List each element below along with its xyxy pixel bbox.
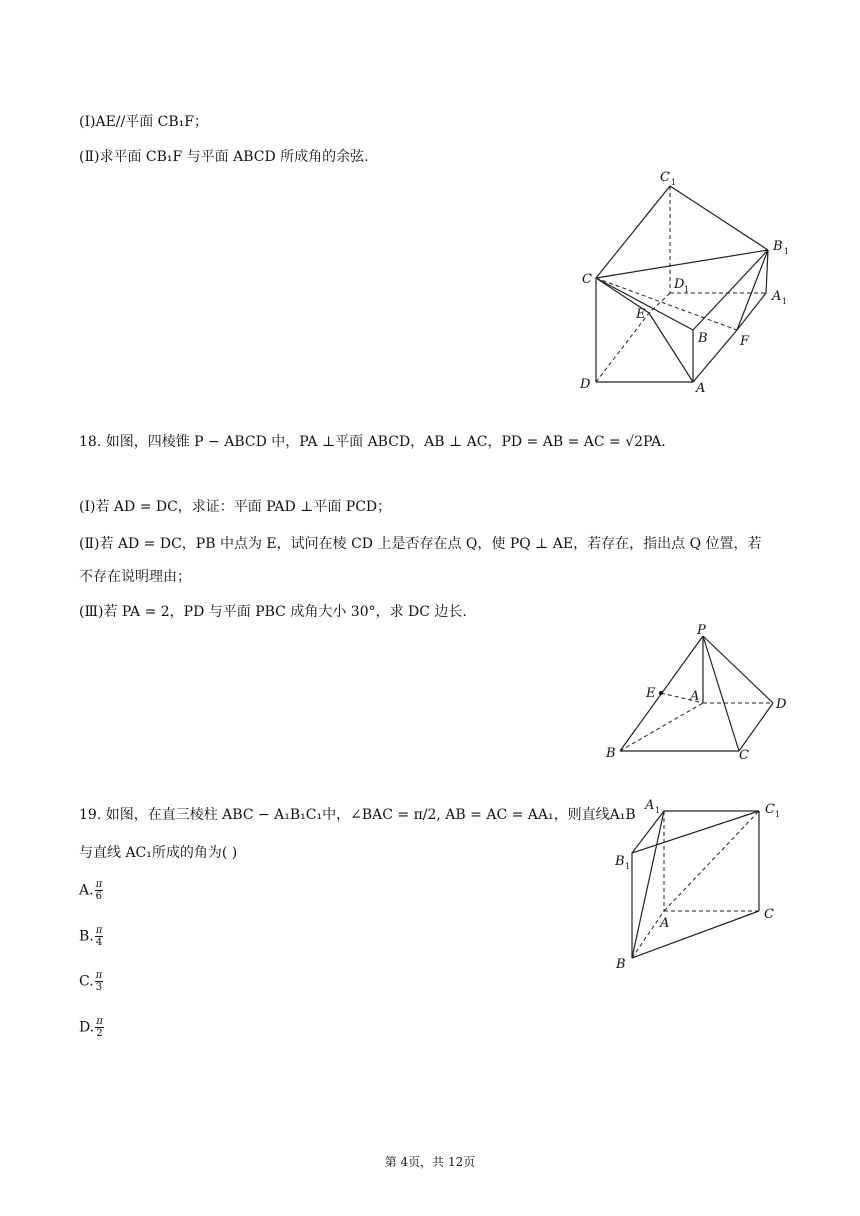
fig17-label-d1: D xyxy=(674,277,685,292)
q19-stem-line1: 19. 如图，在直三棱柱 ABC − A₁B₁C₁中，∠BAC = π/2, AB = AC = AA₁，则直线A₁B xyxy=(79,807,636,823)
q18-part2-line2: 不存在说明理由； xyxy=(79,569,191,585)
q19-option-d: D. $\frac{\pi}{2}$ xyxy=(79,1016,103,1039)
fig17-label-e: E xyxy=(636,307,646,322)
fig18-label-d: D xyxy=(776,697,787,712)
page-footer: 第 4页，共 12页 xyxy=(384,1155,476,1169)
q19-stem-line2: 与直线 AC₁所成的角为( ) xyxy=(79,845,238,861)
q17-part2-text: 求平面 CB₁F 与平面 ABCD 所成角的余弦. xyxy=(99,149,369,165)
q19-option-b: B. $\frac{\pi}{4}$ xyxy=(79,925,103,948)
fig18-label-c: C xyxy=(739,748,749,763)
fig17-label-b: B xyxy=(698,331,708,346)
q19-option-a: A. $\frac{\pi}{6}$ xyxy=(79,879,103,902)
q19-option-c: C. $\frac{\pi}{3}$ xyxy=(79,970,103,993)
fig17-sub-d1: 1 xyxy=(684,285,690,294)
fig17-sub-b1: 1 xyxy=(784,247,790,256)
q17-part1-text: AE//平面 CB₁F； xyxy=(95,114,209,130)
q18-part3: (Ⅲ)若 PA = 2，PD 与平面 PBC 成角大小 30°，求 DC 边长. xyxy=(79,604,467,620)
q17-part2-prefix: (Ⅱ) xyxy=(79,149,100,165)
fig19-sub-a1: 1 xyxy=(655,806,661,815)
q17-part1-prefix: (Ⅰ) xyxy=(79,114,96,130)
fig17-label-f: F xyxy=(740,334,750,349)
fig18-label-e: E xyxy=(646,686,656,701)
q18-stem: 18. 如图，四棱锥 P − ABCD 中，PA ⊥平面 ABCD，AB ⊥ AC，PD = AB = AC = √2PA. xyxy=(79,434,666,450)
fig17-label-b1: B xyxy=(773,239,783,254)
fig19-label-b: B xyxy=(616,957,626,972)
fig19-label-a: A xyxy=(660,916,670,931)
q19-option-d-value: $\frac{\pi}{2}$ xyxy=(96,1016,103,1039)
fig19-sub-c1: 1 xyxy=(775,810,781,819)
fig17-label-a: A xyxy=(696,381,706,396)
fig17-sub-c1: 1 xyxy=(671,178,677,187)
fig19-label-c: C xyxy=(764,907,774,922)
fig19-label-b1: B xyxy=(615,854,625,869)
fig17-label-c1: C xyxy=(660,170,670,185)
fig17-label-c: C xyxy=(582,272,592,287)
q18-part2-line1: (Ⅱ)若 AD = DC，PB 中点为 E，试问在棱 CD 上是否存在点 Q，使 PQ ⊥ AE，若存在，指出点 Q 位置，若 xyxy=(79,536,762,552)
fig18-label-p: P xyxy=(697,623,706,638)
fig17-sub-a1: 1 xyxy=(782,297,788,306)
fig18-label-a: A xyxy=(690,689,700,704)
fig19-label-c1: C xyxy=(765,802,775,817)
fig17-label-a1: A xyxy=(772,289,782,304)
fig19-label-a1: A xyxy=(645,798,655,813)
q18-part1: (Ⅰ)若 AD = DC，求证：平面 PAD ⊥平面 PCD； xyxy=(79,499,392,515)
q19-option-b-value: $\frac{\pi}{4}$ xyxy=(95,925,103,948)
fig17-label-d: D xyxy=(580,377,591,392)
q19-option-c-value: $\frac{\pi}{3}$ xyxy=(95,970,103,993)
q19-option-a-value: $\frac{\pi}{6}$ xyxy=(95,879,103,902)
fig19-sub-b1: 1 xyxy=(625,862,631,871)
fig18-label-b: B xyxy=(606,746,616,761)
